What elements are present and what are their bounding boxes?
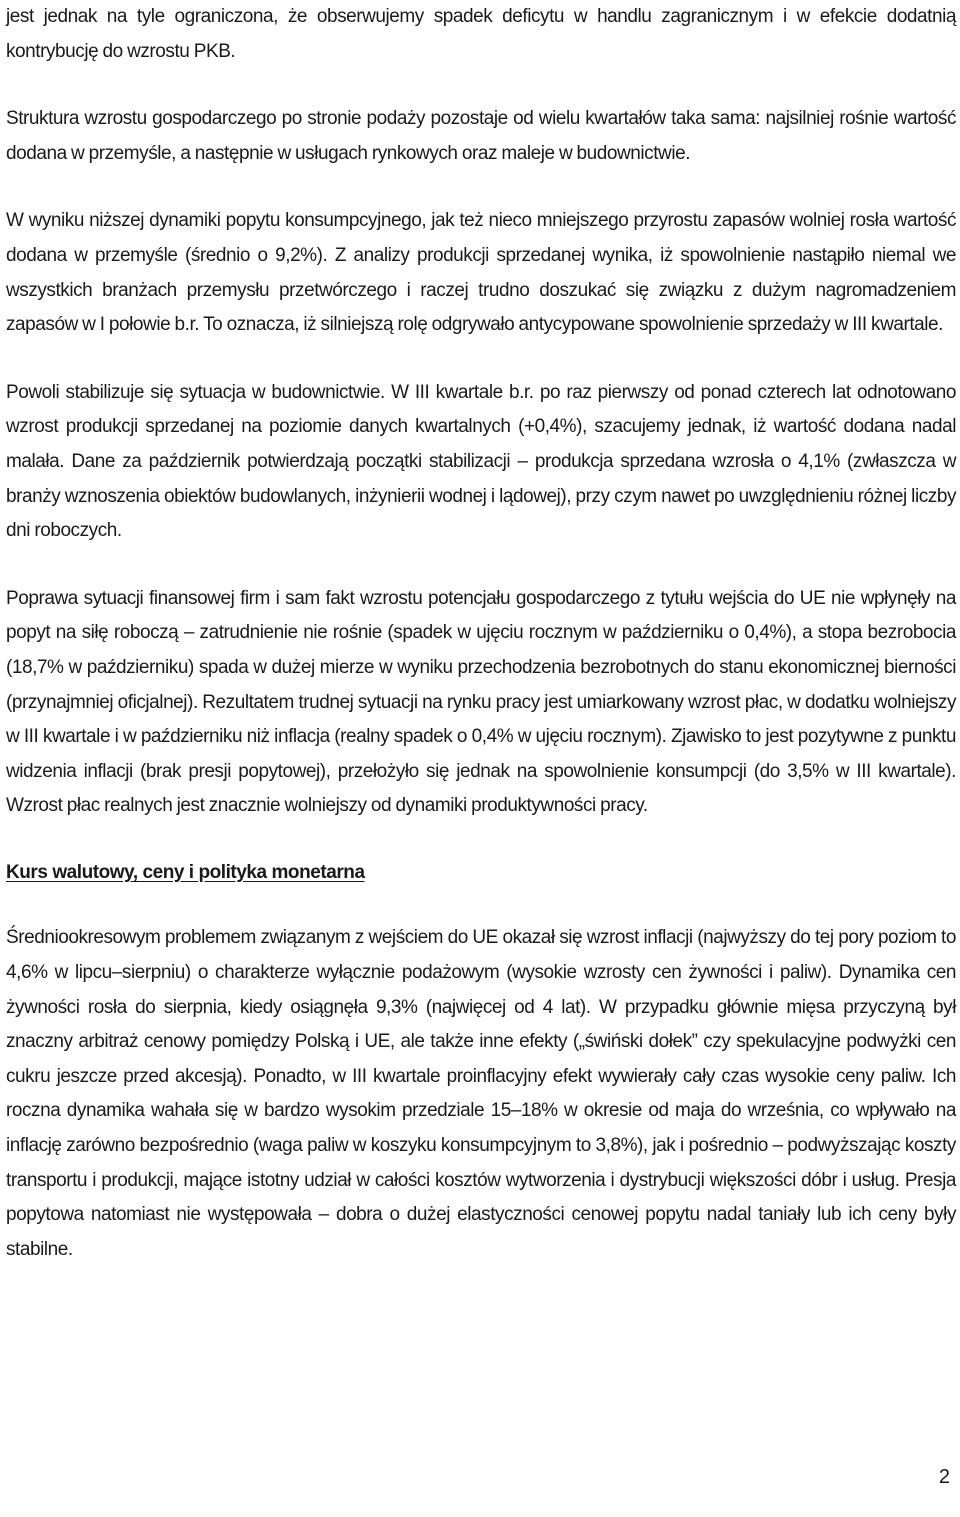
section-heading: Kurs walutowy, ceny i polityka monetarna — [6, 861, 365, 883]
paragraph-labour-market: Poprawa sytuacji finansowej firm i sam fakt wzrostu potencjału gospodarczego z tytułu wejścia do UE nie wpłynęły na popyt na siłę roboczą – zatrudnienie nie rośnie (spadek w ujęciu rocznym w październiku o 0,4%), a stopa bezrobocia (18,7% w październiku) spada w dużej mierze w wyniku przechodzenia bezrobotnych do stanu ekonomicznej bierności (przynajmniej oficjalnej). Rezultatem trudnej sytuacji na rynku pracy jest umiarkowany wzrost płac, w dodatku wolniejszy w III kwartale i w październiku niż inflacja (realny spadek o 0,4% w ujęciu rocznym). Zjawisko to jest pozytywne z punktu widzenia inflacji (brak presji popytowej), przełożyło się jednak na spowolnienie konsumpcji (do 3,5% w III kwartale). Wzrost płac realnych jest znacznie wolniejszy od dynamiki produktywności pracy. — [6, 587, 956, 817]
paragraph-continuation: jest jednak na tyle ograniczona, że obserwujemy spadek deficytu w handlu zagranicznym i w efekcie dodatnią kontrybucję do wzrostu PKB. — [6, 6, 956, 62]
paragraph-construction: Powoli stabilizuje się sytuacja w budownictwie. W III kwartale b.r. po raz pierwszy od ponad czterech lat odnotowano wzrost produkcji sprzedanej na poziomie danych kwartalnych (+0,4%), szacujemy jednak, iż wartość dodana nadal malała. Dane za październik potwierdzają początki stabilizacji – produkcja sprzedana wzrosła o 4,1% (zwłaszcza w branży wznoszenia obiektów budowlanych, inżynierii wodnej i lądowej), przy czym nawet po uwzględnieniu różnej liczby dni roboczych. — [6, 381, 956, 542]
page-number: 2 — [938, 1466, 950, 1488]
document-page — [6, 0, 956, 1267]
paragraph-supply-structure: Struktura wzrostu gospodarczego po stronie podaży pozostaje od wielu kwartałów taka sama: najsilniej rośnie wartość dodana w przemyśle, a następnie w usługach rynkowych oraz maleje w budownictwie. — [6, 108, 956, 164]
paragraph-inflation: Średniookresowym problemem związanym z wejściem do UE okazał się wzrost inflacji (najwyższy do tej pory poziom to 4,6% w lipcu–sierpniu) o charakterze wyłącznie podażowym (wysokie wzrosty cen żywności i paliw). Dynamika cen żywności rosła do sierpnia, kiedy osiągnęła 9,3% (najwięcej od 4 lat). W przypadku głównie mięsa przyczyną był znaczny arbitraż cenowy pomiędzy Polską i UE, ale także inne efekty („świński dołek” czy spekulacyjne podwyżki cen cukru jeszcze przed akcesją). Ponadto, w III kwartale proinflacyjny efekt wywierały cały czas wysokie ceny paliw. Ich roczna dynamika wahała się w bardzo wysokim przedziale 15–18% w okresie od maja do września, co wpływało na inflację zarówno bezpośrednio (waga paliw w koszyku konsumpcyjnym to 3,8%), jak i pośrednio – podwyższając koszty transportu i produkcji, mające istotny udział w całości kosztów wytworzenia i dystrybucji większości dóbr i usług. Presja popytowa natomiast nie występowała – dobra o dużej elastyczności cenowej popytu nadal taniały lub ich ceny były stabilne. — [6, 927, 956, 1260]
paragraph-industry: W wyniku niższej dynamiki popytu konsumpcyjnego, jak też nieco mniejszego przyrostu zapasów wolniej rosła wartość dodana w przemyśle (średnio o 9,2%). Z analizy produkcji sprzedanej wynika, iż spowolnienie nastąpiło niemal we wszystkich branżach przemysłu przetwórczego i raczej trudno doszukać się związku z dużym nagromadzeniem zapasów w I połowie b.r. To oznacza, iż silniejszą rolę odgrywało antycypowane spowolnienie sprzedaży w III kwartale. — [6, 210, 956, 336]
